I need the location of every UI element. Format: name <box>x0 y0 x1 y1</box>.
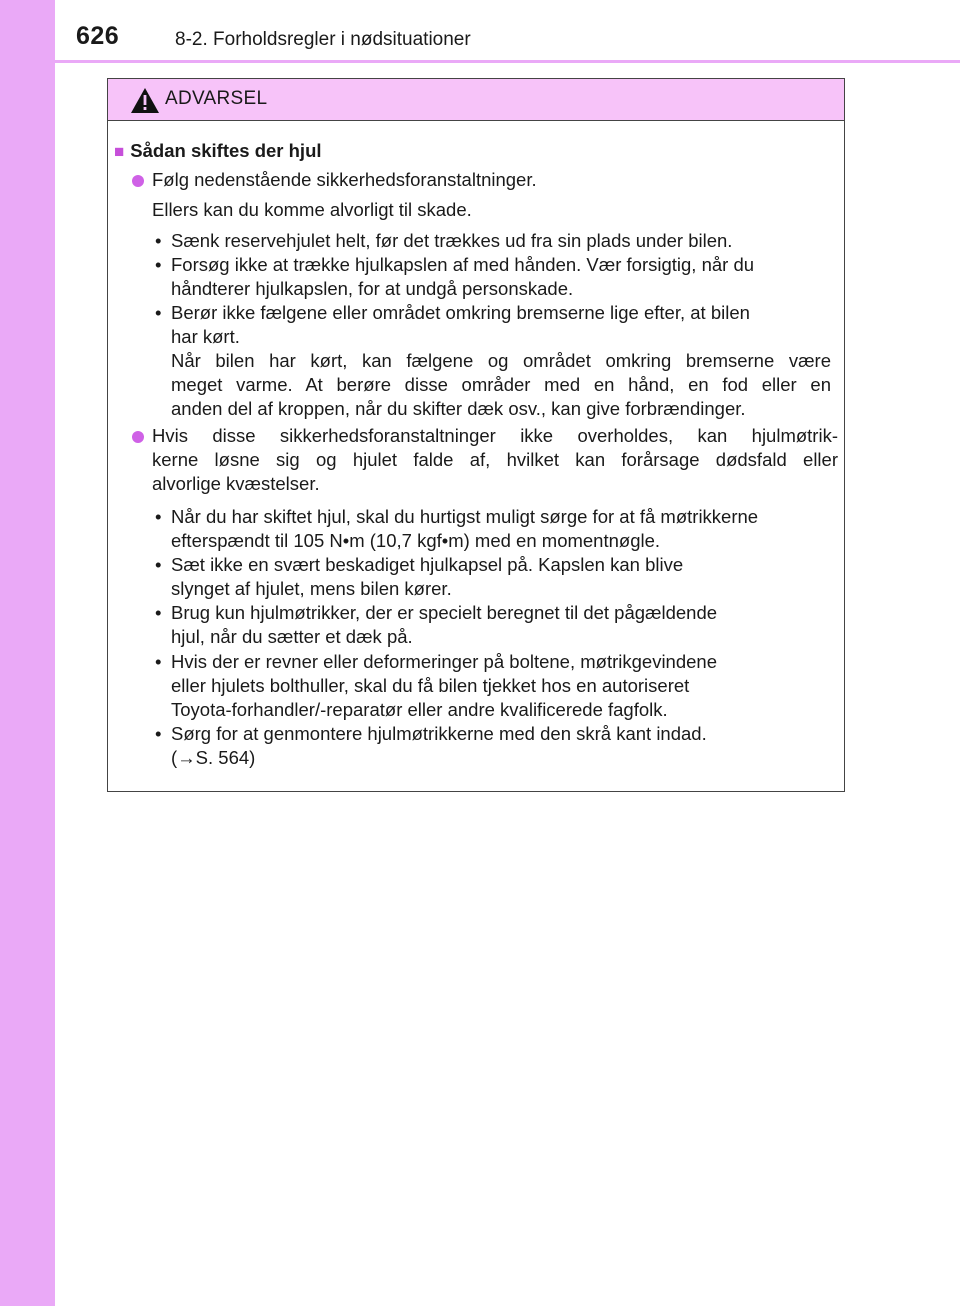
p2-bullet-2-line-1: Sæt ikke en svært beskadiget hjulkapsel på. Kapslen kan blive <box>171 554 684 575</box>
dot-bullet-icon: • <box>155 651 162 672</box>
warning-header <box>108 79 844 121</box>
warning-body <box>108 121 844 791</box>
side-strip <box>0 0 55 1306</box>
p1-bullet-3-line-1: Berør ikke fælgene eller området omkring bremserne lige efter, at bilen <box>171 302 750 323</box>
circle-bullet-icon <box>132 175 144 187</box>
point2-line-3: alvorlige kvæstelser. <box>152 473 320 494</box>
p1-bullet-3-line-2: har kørt. <box>171 326 240 347</box>
p2-bullet-4-line-1: Hvis der er revner eller deformeringer på boltene, møtrikgevindene <box>171 651 718 672</box>
dot-bullet-icon: • <box>155 723 162 744</box>
p2-bullet-5-line-2: (→S. 564) <box>171 747 256 768</box>
point1-intro: Følg nedenstående sikkerhedsforanstaltninger. <box>152 169 537 190</box>
p1-bullet-2-line-1: Forsøg ikke at trække hjulkapslen af med hånden. Vær forsigtig, når du <box>171 254 755 275</box>
p1-bullet-3-line-4: meget varme. At berøre disse områder med en hånd, en fod eller en <box>171 374 831 395</box>
p2-bullet-2-line-2: slynget af hjulet, mens bilen kører. <box>171 578 452 599</box>
page-number: 626 <box>76 22 120 50</box>
dot-bullet-icon: • <box>155 254 162 275</box>
point2-line-2: kerne løsne sig og hjulet falde af, hvilket kan forårsage dødsfald eller <box>152 449 838 470</box>
dot-bullet-icon: • <box>155 230 162 251</box>
dot-bullet-icon: • <box>155 554 162 575</box>
p2-bullet-4-line-3: Toyota-forhandler/-reparatør eller andre kvalificerede fagfolk. <box>171 699 668 720</box>
circle-bullet-icon <box>132 431 144 443</box>
warning-box <box>107 78 845 792</box>
p2-bullet-5-line-1: Sørg for at genmontere hjulmøtrikkerne med den skrå kant indad. <box>171 723 707 744</box>
sub-heading <box>114 139 322 164</box>
dot-bullet-icon: • <box>155 602 162 623</box>
header-rule <box>55 60 960 63</box>
dot-bullet-icon: • <box>155 302 162 323</box>
point1-note: Ellers kan du komme alvorligt til skade. <box>152 199 472 220</box>
p1-bullet-2-line-2: håndterer hjulkapslen, for at undgå personskade. <box>171 278 574 299</box>
sub-heading-text: Sådan skiftes der hjul <box>130 140 322 161</box>
point2-line-1: Hvis disse sikkerhedsforanstaltninger ikke overholdes, kan hjulmøtrik- <box>152 425 838 446</box>
p2-bullet-1-line-2: efterspændt til 105 N•m (10,7 kgf•m) med en momentnøgle. <box>171 530 661 551</box>
warning-triangle-icon <box>130 87 160 114</box>
p2-bullet-4-line-2: eller hjulets bolthuller, skal du få bilen tjekket hos en autoriseret <box>171 675 690 696</box>
dot-bullet-icon: • <box>155 506 162 527</box>
warning-label: ADVARSEL <box>165 88 268 109</box>
section-title: 8-2. Forholdsregler i nødsituationer <box>175 29 471 50</box>
p2-bullet-3-line-2: hjul, når du sætter et dæk på. <box>171 626 413 647</box>
p1-bullet-1-line-1: Sænk reservehjulet helt, før det trækkes ud fra sin plads under bilen. <box>171 230 733 251</box>
p2-bullet-3-line-1: Brug kun hjulmøtrikker, der er specielt beregnet til det pågældende <box>171 602 718 623</box>
p2-bullet-1-line-1: Når du har skiftet hjul, skal du hurtigst muligt sørge for at få møtrikkerne <box>171 506 759 527</box>
p1-bullet-3-line-3: Når bilen har kørt, kan fælgene og området omkring bremserne være <box>171 350 831 371</box>
p1-bullet-3-line-5: anden del af kroppen, når du skifter dæk osv., kan give forbrændinger. <box>171 398 746 419</box>
square-bullet-icon: ■ <box>114 142 125 161</box>
